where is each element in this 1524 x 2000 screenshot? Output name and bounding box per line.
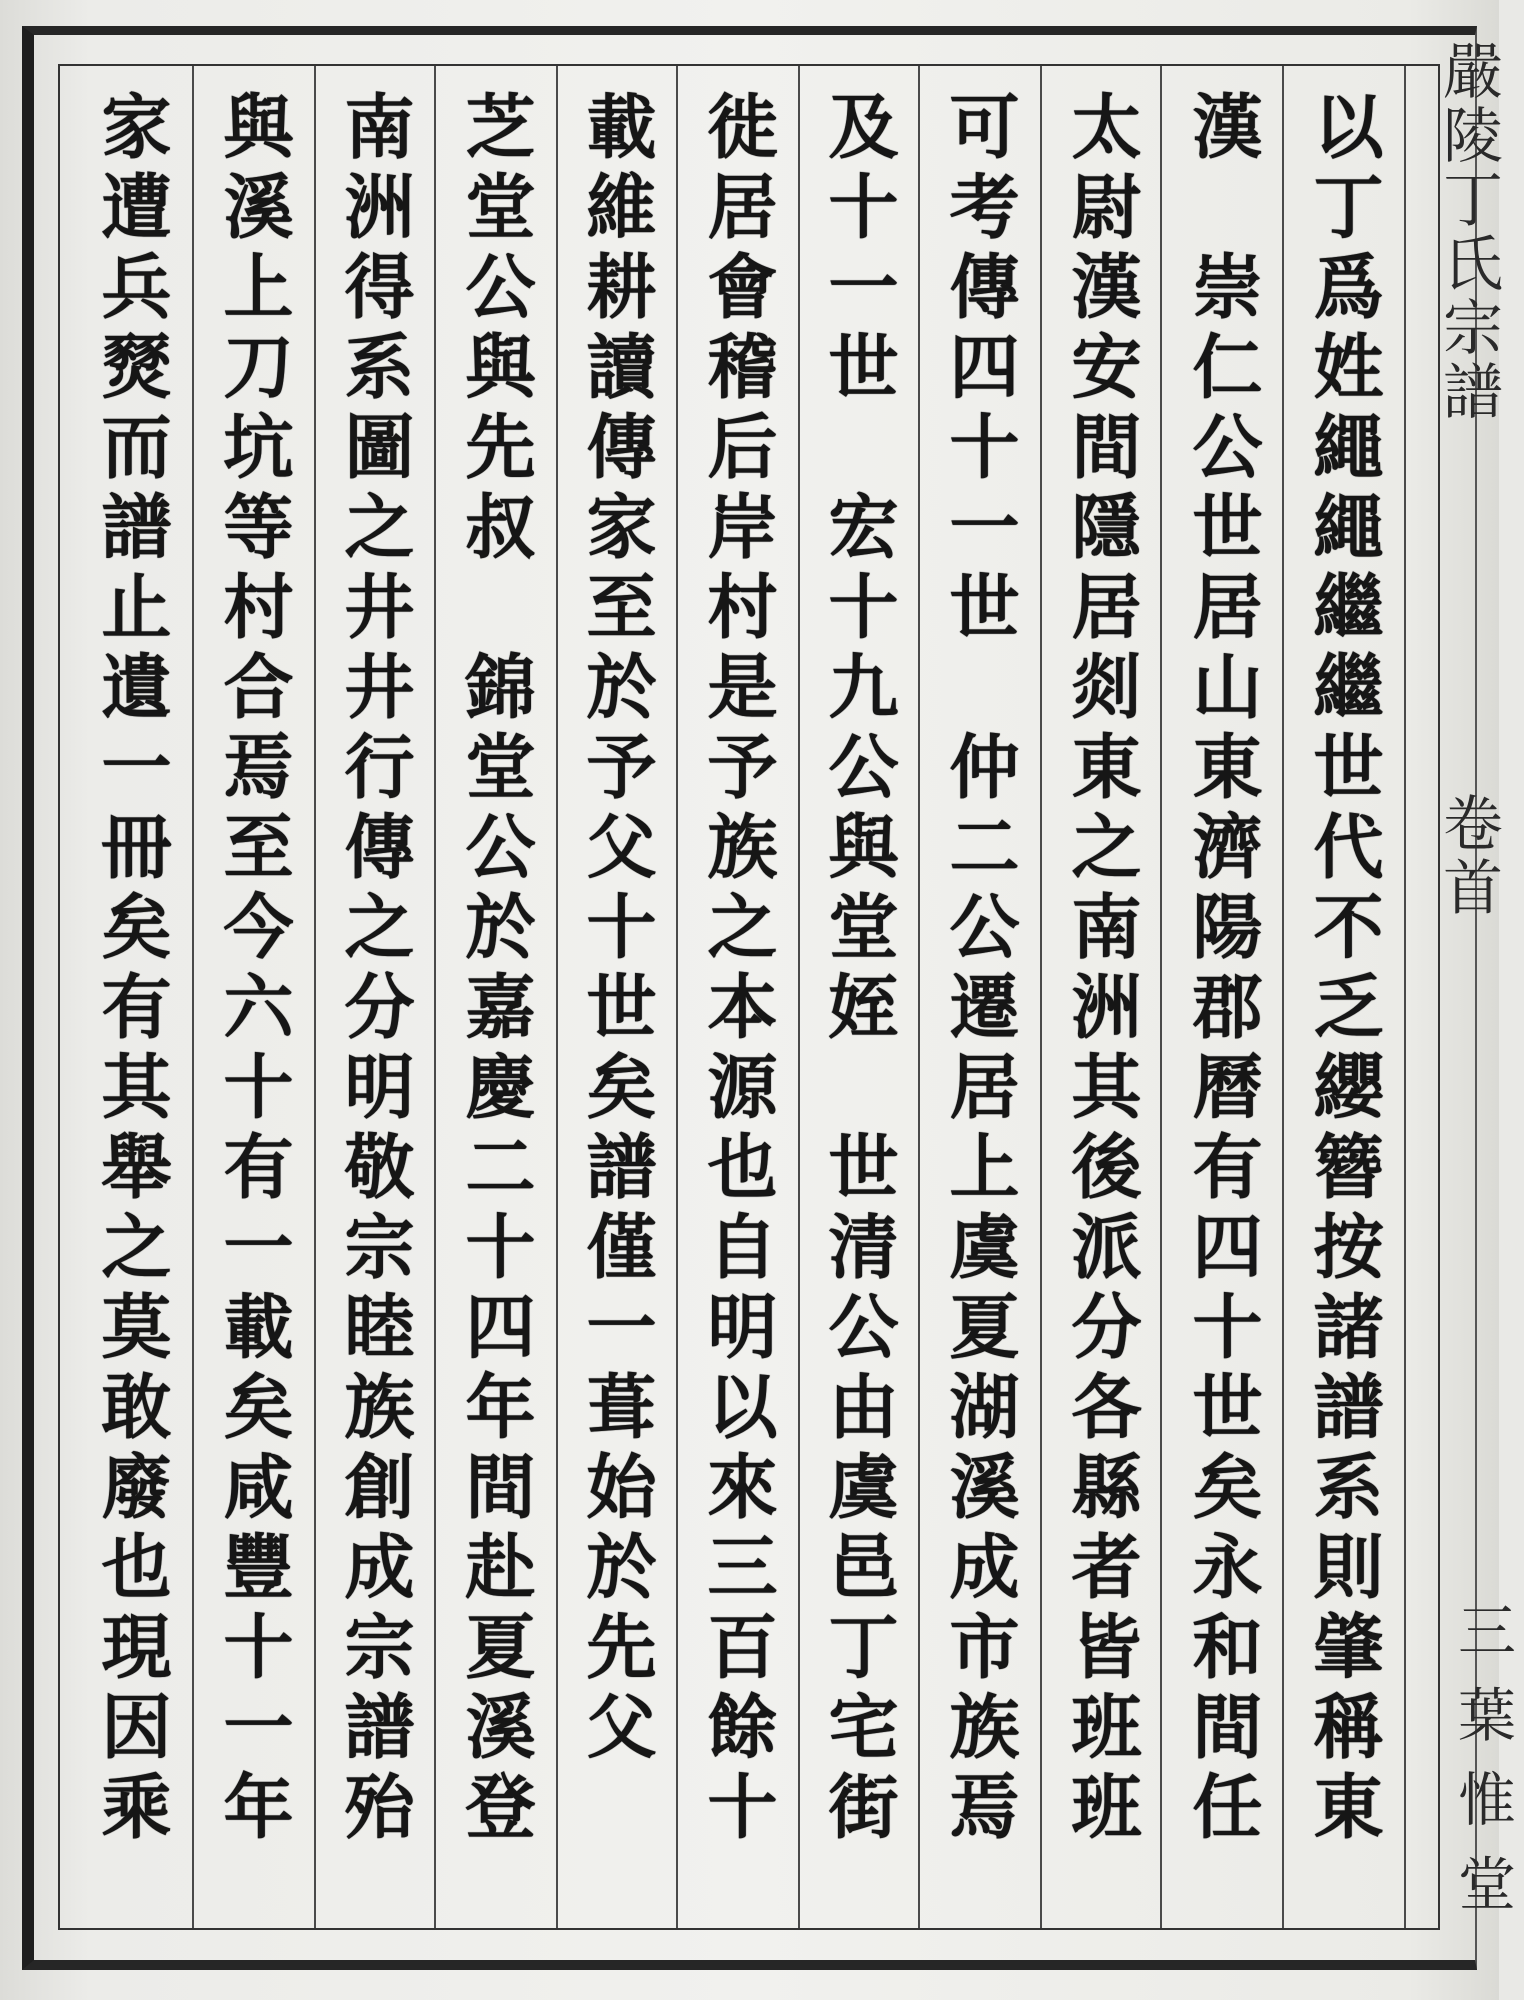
column-rule [1160, 66, 1162, 1928]
text-column-4: 可考傳四十一世 仲二公遷居上虞夏湖溪成市族焉 [938, 90, 1021, 1850]
text-column-6: 徙居會稽后岸村是予族之本源也自明以來三百餘十 [696, 90, 779, 1850]
text-column-2: 漢 崇仁公世居山東濟陽郡曆有四十世矣永和間任 [1181, 90, 1264, 1850]
book-title: 嚴陵丁氏宗譜 [1433, 40, 1503, 424]
folio-number: 三 葉 惟 堂 [1448, 1600, 1516, 1916]
margin-title [1433, 40, 1503, 920]
text-column-8: 芝堂公與先叔 錦堂公於嘉慶二十四年間赴夏溪登 [454, 90, 537, 1850]
text-column-11: 家遭兵燹而譜止遺一冊矣有其舉之莫敢廢也現因乘 [90, 90, 173, 1850]
text-column-5: 及十一世 宏十九公與堂姪 世清公由虞邑丁宅街 [817, 90, 900, 1850]
text-column-3: 太尉漢安間隱居剡東之南洲其後派分各縣者皆班班 [1060, 90, 1143, 1850]
text-column-1: 以丁爲姓繩繩繼繼世代不乏纓簪按諸譜系則肇稱東 [1302, 90, 1385, 1850]
text-column-10: 與溪上刀坑等村合焉至今六十有一載矣咸豐十一年 [212, 90, 295, 1850]
margin-folio [1440, 1600, 1516, 1960]
volume-mark: 卷首 [1433, 792, 1503, 920]
text-column-9: 南洲得系圖之井井行傳之分明敬宗睦族創成宗譜殆 [333, 90, 416, 1850]
column-rule [1404, 66, 1406, 1928]
text-column-7: 載維耕讀傳家至於予父十世矣譜僅一葺始於先父 [575, 90, 658, 1770]
